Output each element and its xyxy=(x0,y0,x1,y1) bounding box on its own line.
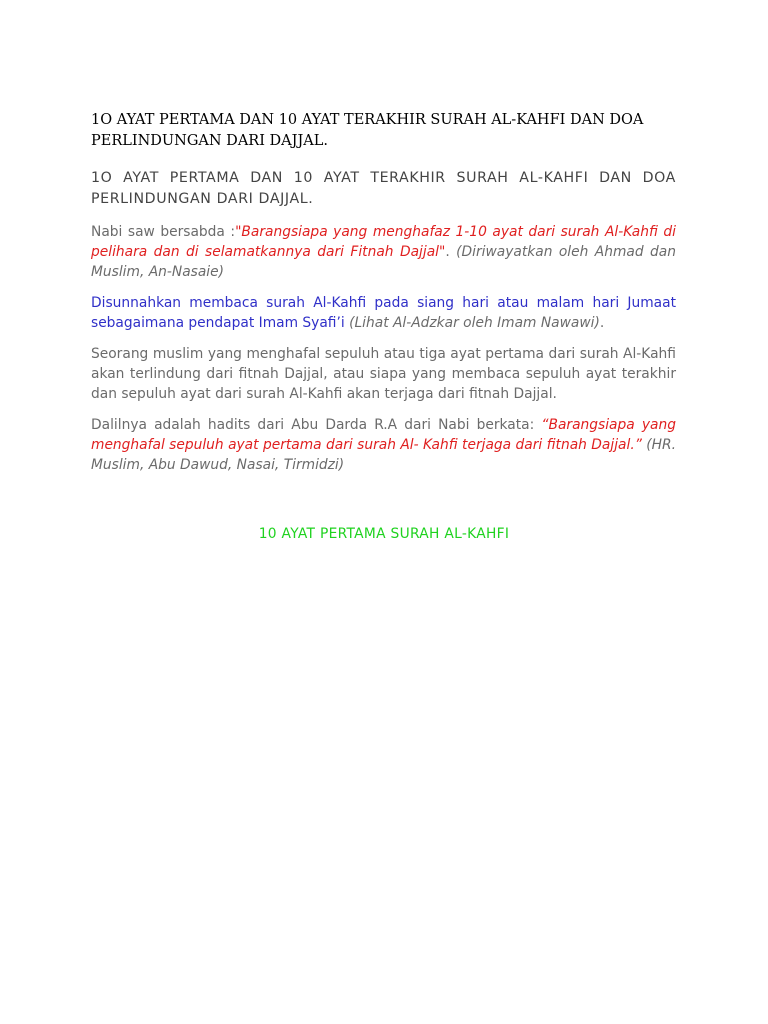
para4-source: (HR. Muslim, Abu Dawud, Nasai, Tirmidzi) xyxy=(91,437,676,473)
document-subtitle: 1O AYAT PERTAMA DAN 10 AYAT TERAKHIR SURAH AL-KAHFI DAN DOA PERLINDUNGAN DARI DAJJAL. xyxy=(91,170,676,207)
paragraph-protection: Seorang muslim yang menghafal sepuluh atau tiga ayat pertama dari surah Al-Kahfi akan terlindung dari fitnah Dajjal, atau siapa yang membaca sepuluh ayat terakhir dan sepuluh ayat dari surah Al-Kahfi akan terjaga dari fitnah Dajjal. xyxy=(91,346,676,402)
para1-source: (Diriwayatkan oleh Ahmad dan Muslim, An-Nasaie) xyxy=(91,244,676,280)
paragraph-sunnah-friday xyxy=(91,293,676,333)
para4-intro: Dalilnya adalah hadits dari Abu Darda R.A dari Nabi berkata: xyxy=(91,417,542,433)
para1-intro: Nabi saw bersabda : xyxy=(91,224,236,240)
paragraph-hadith-abu-darda xyxy=(91,415,676,475)
para4-quote: “Barangsiapa yang menghafal sepuluh ayat pertama dari surah Al- Kahfi terjaga dari fitnah Dajjal.” xyxy=(91,417,676,453)
para2-source: (Lihat Al-Adzkar oleh Imam Nawawi) xyxy=(344,315,600,331)
para2-text: Disunnahkan membaca surah Al-Kahfi pada siang hari atau malam hari Jumaat sebagaimana pendapat Imam Syafi’i xyxy=(91,295,676,331)
para1-quote: "Barangsiapa yang menghafaz 1-10 ayat dari surah Al-Kahfi di pelihara dan di selamatkannya dari Fitnah Dajjal" xyxy=(91,224,676,260)
para1-period: . xyxy=(445,244,450,260)
paragraph-hadith-ahmad xyxy=(91,222,676,282)
para2-period: . xyxy=(599,315,605,331)
document-title: 1O AYAT PERTAMA DAN 10 AYAT TERAKHIR SURAH AL-KAHFI DAN DOA PERLINDUNGAN DARI DAJJAL. xyxy=(91,112,644,149)
section-heading: 10 AYAT PERTAMA SURAH AL-KAHFI xyxy=(258,526,510,542)
document-body xyxy=(91,168,676,486)
